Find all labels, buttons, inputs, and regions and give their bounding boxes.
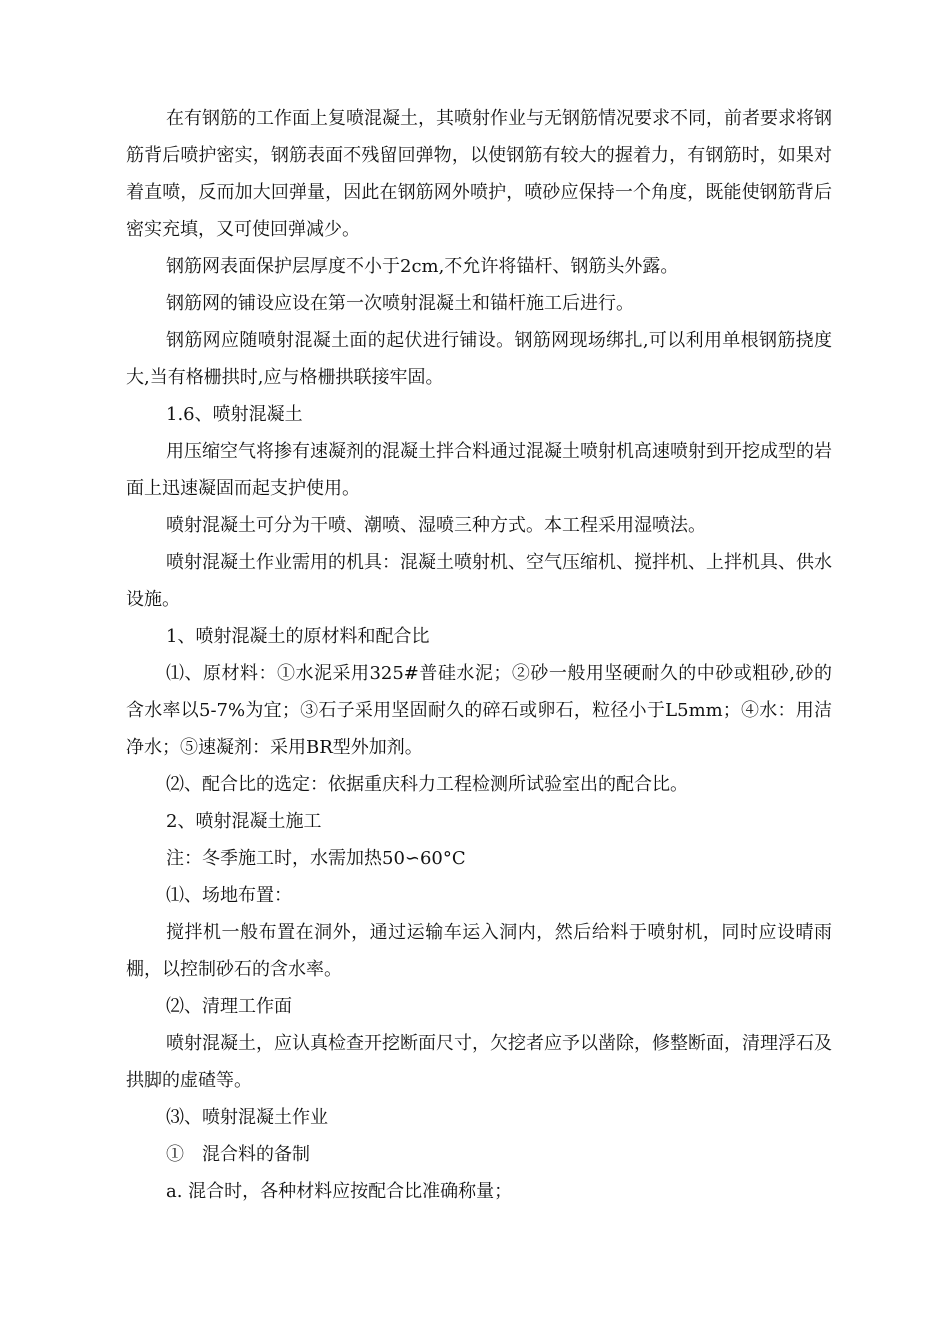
paragraph-mix-ratio: ⑵、配合比的选定：依据重庆科力工程检测所试验室出的配合比。 (166, 774, 688, 795)
subheading-mixture-preparation: ① 混合料的备制 (166, 1144, 310, 1165)
paragraph-mixer-layout: 搅拌机一般布置在洞外，通过运输车运入洞内，然后给料于喷射机，同时应设晴雨棚，以控制砂石的含水率。 (126, 922, 832, 980)
paragraph-mesh-laying-time: 钢筋网的铺设应设在第一次喷射混凝土和锚杆施工后进行。 (166, 293, 634, 314)
paragraph-winter-note: 注：冬季施工时，水需加热50∽60°C (166, 848, 466, 869)
paragraph-shotcrete-methods: 喷射混凝土可分为干喷、潮喷、湿喷三种方式。本工程采用湿喷法。 (166, 515, 706, 536)
paragraph-surface-check: 喷射混凝土，应认真检查开挖断面尺寸，欠挖者应予以凿除，修整断面，清理浮石及拱脚的虚碴等。 (126, 1033, 832, 1091)
paragraph-rebar-spraying: 在有钢筋的工作面上复喷混凝土，其喷射作业与无钢筋情况要求不同，前者要求将钢筋背后喷护密实，钢筋表面不残留回弹物，以使钢筋有较大的握着力，有钢筋时，如果对着直喷，反而加大回弹量，因此在钢筋网外喷护，喷砂应保持一个角度，既能使钢筋背后密实充填，又可使回弹减少。 (126, 108, 832, 240)
paragraph-mesh-laying-method: 钢筋网应随喷射混凝土面的起伏进行铺设。钢筋网现场绑扎,可以利用单根钢筋挠度大,当有格栅拱时,应与格栅拱联接牢固。 (126, 330, 832, 388)
section-heading-construction: 2、喷射混凝土施工 (166, 811, 322, 832)
section-heading-materials: 1、喷射混凝土的原材料和配合比 (166, 626, 430, 647)
subheading-spraying-operation: ⑶、喷射混凝土作业 (166, 1107, 328, 1128)
paragraph-shotcrete-definition: 用压缩空气将掺有速凝剂的混凝土拌合料通过混凝土喷射机高速喷射到开挖成型的岩面上迅速凝固而起支护使用。 (126, 441, 832, 499)
section-heading-1-6: 1.6、喷射混凝土 (166, 404, 303, 425)
paragraph-cover-thickness: 钢筋网表面保护层厚度不小于2cm,不允许将锚杆、钢筋头外露。 (166, 256, 679, 277)
paragraph-raw-materials: ⑴、原材料：①水泥采用325#普硅水泥；②砂一般用坚硬耐久的中砂或粗砂,砂的含水率以5-7%为宜；③石子采用坚固耐久的碎石或卵石，粒径小于L5mm；④水：用洁净水；⑤速凝剂：采用BR型外加剂。 (126, 663, 832, 758)
list-item-a-weighing: a. 混合时，各种材料应按配合比准确称量； (166, 1181, 513, 1202)
subheading-site-layout: ⑴、场地布置： (166, 885, 292, 906)
subheading-clean-surface: ⑵、清理工作面 (166, 996, 292, 1017)
paragraph-equipment: 喷射混凝土作业需用的机具：混凝土喷射机、空气压缩机、搅拌机、上拌机具、供水设施。 (126, 552, 832, 610)
document-body (126, 100, 832, 1210)
